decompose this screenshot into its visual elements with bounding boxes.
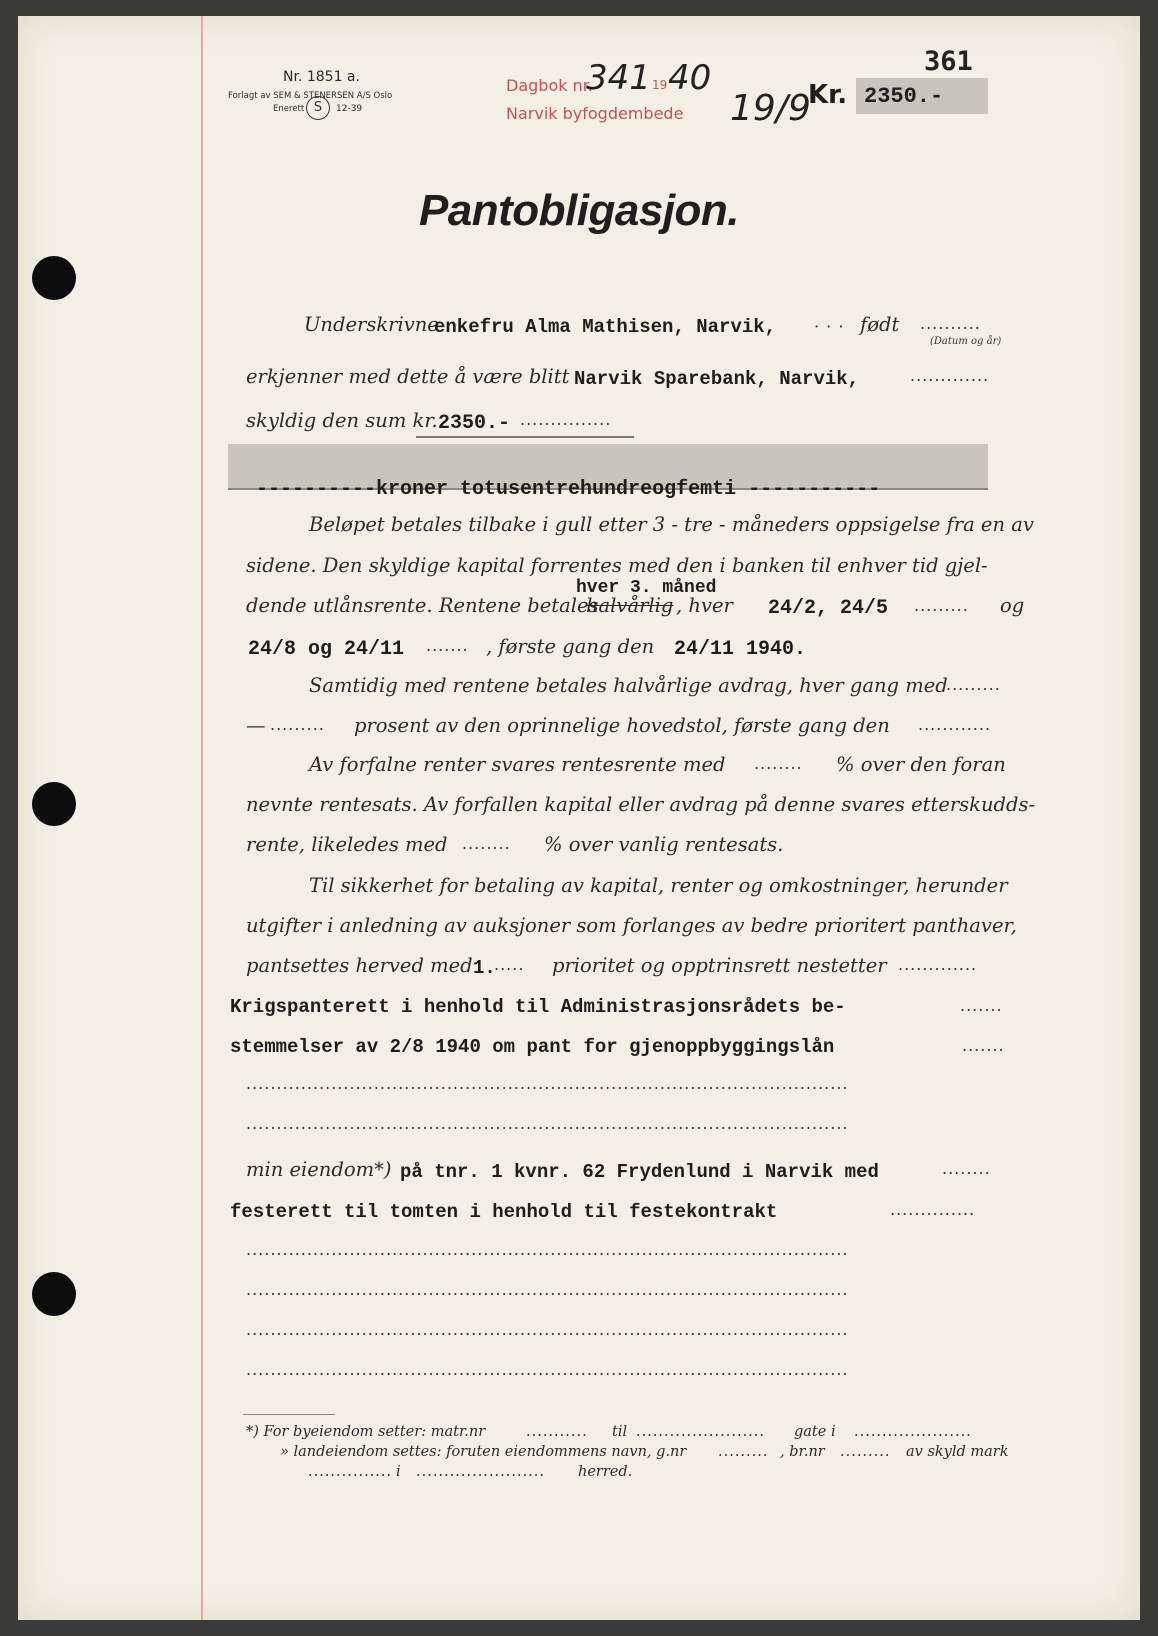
dot-leader: ......... xyxy=(270,715,325,734)
acknowledge-label: erkjenner med dette å være blitt xyxy=(246,365,570,388)
dot-leader: ............. xyxy=(910,366,990,385)
dot-leader: ......... xyxy=(840,1444,891,1460)
dot-leader: ..................... xyxy=(854,1424,972,1440)
dot-leader: ........ xyxy=(754,754,803,773)
dot-leader: ..... xyxy=(494,955,525,974)
overdue-terms-b: % over den foran xyxy=(836,753,1006,776)
footnote-line-2b: , br.nr xyxy=(780,1444,825,1460)
kr-amount: 2350.- xyxy=(864,84,944,109)
overdue-terms-3b: % over vanlig rentesats. xyxy=(544,833,784,856)
footnote-line-3a: i xyxy=(396,1464,401,1480)
dagbok-number: 341 xyxy=(586,58,651,98)
installment-dash: — xyxy=(246,714,266,737)
page-number: 361 xyxy=(924,46,973,77)
dot-leader: .............. xyxy=(890,1200,976,1219)
publisher-enerett: Enerett xyxy=(273,104,305,114)
property-description-2: festerett til tomten i henhold til festekontrakt xyxy=(230,1201,778,1223)
dot-leader: ....... xyxy=(960,996,1003,1015)
security-terms-3a: pantsettes herved med xyxy=(246,954,473,977)
dot-leader: ............. xyxy=(898,955,978,974)
undersigned-label: Underskrivne xyxy=(304,313,439,336)
dot-leader: ......... xyxy=(718,1444,769,1460)
dot-leader: ........ xyxy=(942,1159,991,1178)
dot-leader: ............ xyxy=(918,715,992,734)
dot-leader: ....... xyxy=(426,636,469,655)
kr-label: Kr. xyxy=(808,80,848,110)
document-title: Pantobligasjon. xyxy=(418,186,740,235)
overdue-terms-2: nevnte rentesats. Av forfallen kapital eller avdrag på denne svares etterskudds- xyxy=(246,793,1036,816)
dot-leader: ......... xyxy=(946,675,1001,694)
footnote-line-2c: av skyld mark xyxy=(906,1444,1009,1460)
footnote-line-3b: herred. xyxy=(578,1464,633,1480)
interest-terms-b: , hver xyxy=(676,594,733,617)
priority-number: 1. xyxy=(473,957,496,979)
installment-terms-2: prosent av den oprinnelige hovedstol, første gang den xyxy=(354,714,890,737)
blank-dotted-line: ................................................................................................... xyxy=(246,1240,849,1259)
war-lien-text-2: stemmelser av 2/8 1940 om pant for gjenoppbyggingslån xyxy=(230,1036,835,1058)
publisher-date: 12-39 xyxy=(336,104,363,114)
security-terms-2: utgifter i anledning av auksjoner som forlanges av bedre prioritert panthaver, xyxy=(246,914,1017,937)
interest-insert: hver 3. måned xyxy=(576,578,717,598)
publisher-line: Forlagt av SEM & STENERSEN A/S Oslo xyxy=(228,91,393,101)
security-terms-3b: prioritet og opptrinsrett nestetter xyxy=(552,954,887,977)
margin-rule xyxy=(201,16,203,1620)
publisher-logo-icon: S xyxy=(306,96,330,120)
dot-leader: .......... xyxy=(920,314,981,333)
dagbok-year: 40 xyxy=(668,58,712,98)
year-prefix: 19 xyxy=(652,78,668,92)
registration-date: 19/9 xyxy=(730,88,811,129)
property-label: min eiendom*) xyxy=(246,1158,392,1181)
interest-dates-1: 24/2, 24/5 xyxy=(768,597,889,620)
dot-leader: · · · xyxy=(814,317,845,336)
dot-leader: ......... xyxy=(914,596,969,615)
interest-terms-c: og xyxy=(1000,594,1025,617)
dot-leader: ....................... xyxy=(636,1424,766,1440)
court-label: Narvik byfogdembede xyxy=(506,104,684,123)
overdue-terms-3a: rente, likeledes med xyxy=(246,833,448,856)
blank-dotted-line: ................................................................................................... xyxy=(246,1320,849,1339)
dot-leader: ........ xyxy=(462,834,511,853)
footnote-line-2a: » landeiendom settes: foruten eiendommens navn, g.nr xyxy=(280,1444,687,1460)
punch-hole-bottom xyxy=(32,1272,76,1316)
document-page xyxy=(18,16,1140,1620)
dot-leader: ............... xyxy=(520,410,612,429)
interest-terms-a: dende utlånsrente. Rentene betales xyxy=(246,594,599,617)
dot-leader: ....................... xyxy=(416,1464,546,1480)
footnote-line-1c: gate i xyxy=(794,1424,836,1440)
security-terms-1: Til sikkerhet for betaling av kapital, renter og omkostninger, herunder xyxy=(309,874,1008,897)
dot-leader: ....... xyxy=(962,1036,1005,1055)
repayment-terms-1: Beløpet betales tilbake i gull etter 3 - tre - måneders oppsigelse fra en av xyxy=(309,513,1034,536)
repayment-terms-2: sidene. Den skyldige kapital forrentes med den i banken til enhver tid gjel- xyxy=(246,554,988,577)
dagbok-label: Dagbok nr. xyxy=(506,76,593,95)
blank-dotted-line: ................................................................................................... xyxy=(246,1280,849,1299)
overdue-terms-a: Av forfalne renter svares rentesrente med xyxy=(309,753,726,776)
first-interest-date: 24/11 1940. xyxy=(674,638,807,661)
war-lien-text-1: Krigspanterett i henhold til Administrasjonsrådets be- xyxy=(230,996,846,1018)
first-time-label: , første gang den xyxy=(486,635,655,658)
sum-underline xyxy=(416,436,634,438)
installment-terms-1: Samtidig med rentene betales halvårlige avdrag, hver gang med xyxy=(309,674,948,697)
born-label: født xyxy=(860,313,900,336)
creditor-name: Narvik Sparebank, Narvik, xyxy=(574,368,860,390)
punch-hole-middle xyxy=(32,782,76,826)
sum-amount: 2350.- xyxy=(438,412,511,435)
interest-struck: halvårlig xyxy=(586,594,674,617)
blank-dotted-line: ................................................................................................... xyxy=(246,1074,849,1093)
sum-label: skyldig den sum kr. xyxy=(246,409,438,432)
form-number: Nr. 1851 a. xyxy=(283,69,360,85)
blank-dotted-line: ................................................................................................... xyxy=(246,1114,849,1133)
footnote-rule xyxy=(243,1414,335,1415)
property-description-1: på tnr. 1 kvnr. 62 Frydenlund i Narvik med xyxy=(400,1161,879,1183)
dot-leader: ............... xyxy=(308,1464,393,1480)
footnote-line-1a: *) For byeiendom setter: matr.nr xyxy=(246,1424,486,1440)
punch-hole-top xyxy=(32,256,76,300)
dot-leader: ........... xyxy=(526,1424,588,1440)
amount-in-words: ----------kroner totusentrehundreogfemti ----------- xyxy=(256,478,881,501)
blank-dotted-line: ................................................................................................... xyxy=(246,1360,849,1379)
interest-dates-2: 24/8 og 24/11 xyxy=(248,638,405,661)
debtor-name: enkefru Alma Mathisen, Narvik, xyxy=(434,316,777,338)
footnote-line-1b: til xyxy=(612,1424,628,1440)
born-note: (Datum og år) xyxy=(930,336,1002,347)
